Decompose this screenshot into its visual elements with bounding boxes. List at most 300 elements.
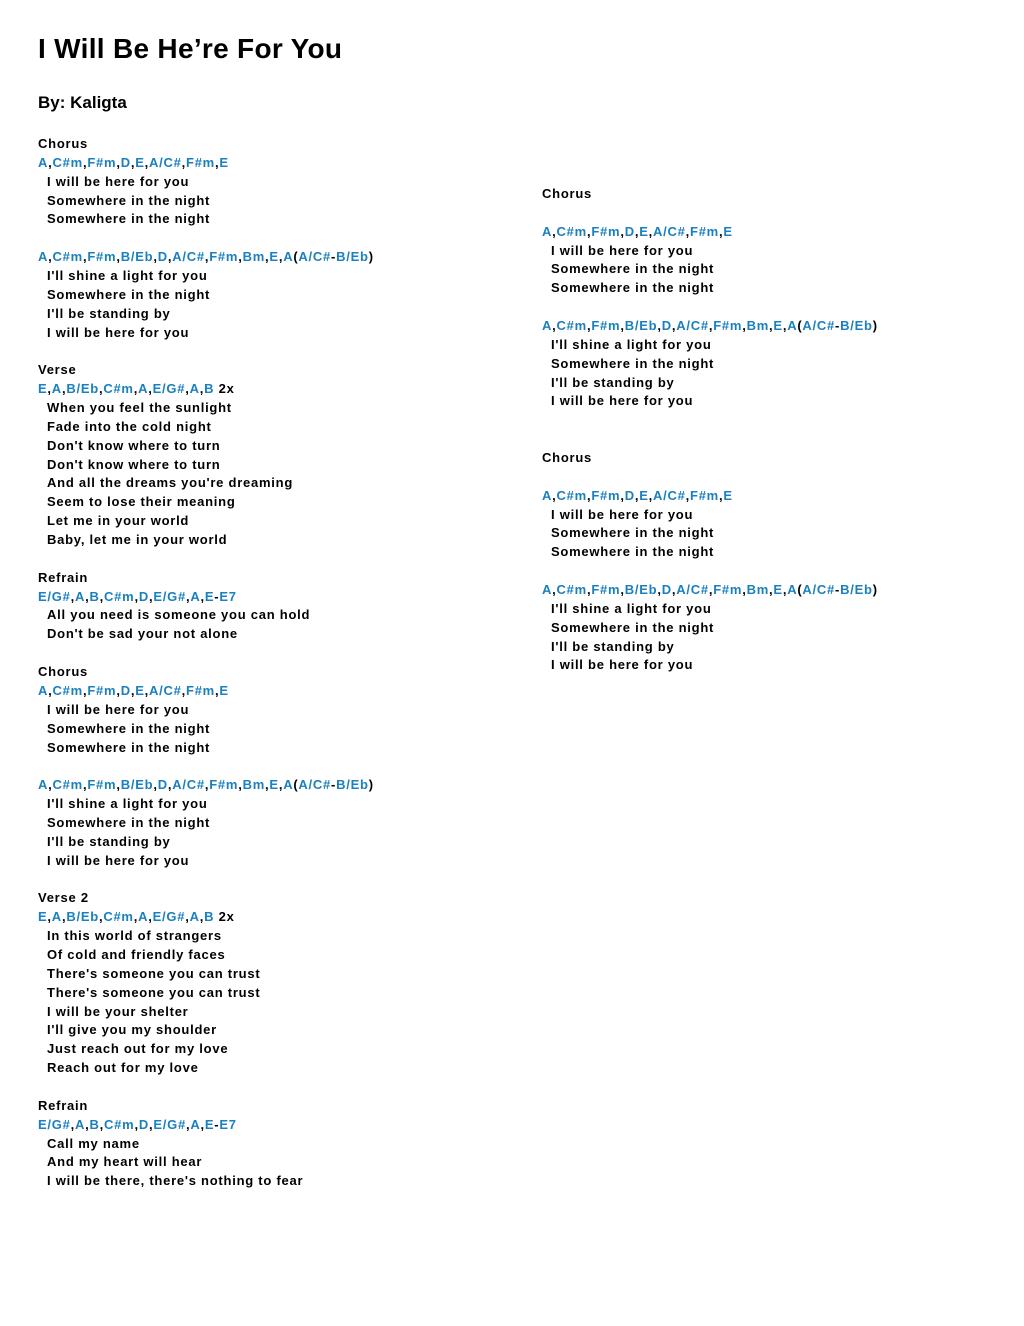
blank-line	[542, 468, 1012, 487]
chord: B/Eb	[66, 909, 99, 925]
chord: B/Eb	[120, 249, 154, 265]
chord: E	[219, 154, 229, 170]
chord-separator: -	[331, 249, 337, 265]
chord-separator: ,	[657, 318, 662, 334]
chord: B/Eb	[624, 318, 658, 334]
blank-line	[38, 550, 508, 569]
lyric-line: Somewhere in the night	[47, 814, 211, 830]
lyric-line: I'll shine a light for you	[47, 268, 208, 284]
chord-separator: ,	[620, 223, 625, 239]
chord-line	[38, 380, 508, 399]
chord-separator: ,	[199, 909, 205, 925]
chord-line	[542, 317, 1012, 336]
chord-separator: ,	[130, 154, 136, 170]
chord-separator: ,	[552, 487, 557, 503]
chord: F#m	[87, 249, 117, 265]
lyric-line: I will be here for you	[47, 324, 190, 340]
lyric-line: I will be here for you	[551, 242, 694, 258]
chord-separator: ,	[718, 223, 724, 239]
lyric-line: I will be your shelter	[47, 1003, 189, 1019]
chord-separator: ,	[185, 909, 190, 925]
chord: Bm	[242, 777, 266, 793]
lyric-line: Fade into the cold night	[47, 418, 212, 434]
chord-separator: ,	[200, 1116, 205, 1132]
chord-separator: ,	[657, 582, 662, 598]
chord: A	[283, 249, 294, 265]
chord: A/C#	[298, 777, 332, 793]
lyric-line: Somewhere in the night	[47, 720, 211, 736]
chord: A/C#	[802, 582, 836, 598]
chord: D	[661, 318, 672, 334]
chord: A	[542, 487, 553, 503]
chord: C#m	[556, 223, 587, 239]
chord: F#m	[87, 682, 117, 698]
chord-separator: ,	[586, 223, 592, 239]
chord: Bm	[746, 582, 770, 598]
chord: C#m	[103, 909, 134, 925]
chord: A/C#	[149, 682, 182, 698]
lyric-line: Somewhere in the night	[47, 211, 211, 227]
chord-separator: (	[293, 249, 299, 265]
chord: F#m	[591, 223, 621, 239]
lyric-line: I'll shine a light for you	[47, 796, 208, 812]
chord: B/Eb	[840, 582, 873, 598]
chord-separator: (	[293, 777, 299, 793]
chord-separator: ,	[685, 223, 690, 239]
chord-separator: ,	[552, 223, 557, 239]
lyric-line: I'll be standing by	[551, 374, 675, 390]
chord: A	[542, 223, 553, 239]
chord-separator: ,	[278, 777, 284, 793]
chord: F#m	[690, 223, 719, 239]
chord-separator: ,	[181, 154, 186, 170]
chord-separator: ,	[130, 682, 136, 698]
lyric-line: I will be there, there's nothing to fear	[47, 1173, 304, 1189]
lyric-line: In this world of strangers	[47, 928, 222, 944]
chord: A	[138, 381, 149, 397]
chord-separator: ,	[648, 223, 653, 239]
chord-separator: ,	[98, 909, 104, 925]
chord-line	[38, 588, 508, 607]
chord: D	[157, 249, 168, 265]
chord: A/C#	[172, 249, 205, 265]
chord: C#m	[52, 682, 83, 698]
chord: F#m	[591, 487, 621, 503]
chord-separator: ,	[148, 909, 153, 925]
chord: C#m	[556, 487, 587, 503]
chord-separator: ,	[238, 777, 243, 793]
chord: A	[51, 909, 62, 925]
chord: F#m	[713, 582, 743, 598]
chord-separator: )	[872, 318, 878, 334]
chord: D	[661, 582, 672, 598]
chord-separator: ,	[133, 381, 139, 397]
chord-separator: ,	[61, 909, 67, 925]
right-column	[542, 185, 1012, 675]
lyric-line: Don't know where to turn	[47, 437, 221, 453]
chord-separator: ,	[85, 588, 90, 604]
chord: F#m	[591, 582, 621, 598]
lyric-line: Somewhere in the night	[551, 525, 715, 541]
chord-separator: ,	[685, 487, 690, 503]
lyric-line: Somewhere in the night	[47, 192, 211, 208]
chord: A/C#	[802, 318, 836, 334]
chord-separator: ,	[214, 154, 220, 170]
chord: E	[773, 318, 783, 334]
chord-separator: ,	[48, 154, 53, 170]
section-heading: Chorus	[38, 136, 88, 151]
lyric-line: Somewhere in the night	[551, 619, 715, 635]
chord-separator: ,	[82, 777, 88, 793]
chord-separator: ,	[552, 318, 557, 334]
lyric-line: Just reach out for my love	[47, 1041, 229, 1057]
lyric-line: Don't be sad your not alone	[47, 626, 238, 642]
chord-separator: ,	[185, 1116, 191, 1132]
chord: A/C#	[653, 487, 686, 503]
chord: B/Eb	[120, 777, 154, 793]
blank-line	[38, 342, 508, 361]
chord: A	[38, 777, 49, 793]
chord: B	[204, 381, 215, 397]
lyric-line: And my heart will hear	[47, 1154, 203, 1170]
chord: D	[120, 154, 131, 170]
chord-separator: ,	[116, 682, 121, 698]
chord: D	[138, 588, 149, 604]
chord: A	[542, 318, 553, 334]
blank-line	[542, 430, 1012, 449]
chord-separator: ,	[153, 249, 158, 265]
chord-separator: ,	[204, 777, 210, 793]
chord: A	[542, 582, 553, 598]
chord: B/Eb	[336, 777, 369, 793]
chord: E	[204, 1116, 215, 1132]
lyric-line: Somewhere in the night	[551, 261, 715, 277]
chord-separator: ,	[586, 318, 592, 334]
chord: B/Eb	[840, 318, 873, 334]
chord: E	[773, 582, 783, 598]
blank-line	[542, 298, 1012, 317]
chord-line	[542, 487, 1012, 506]
lyric-line: There's someone you can trust	[47, 965, 261, 981]
chord-line	[38, 248, 508, 267]
chord: E	[204, 588, 215, 604]
chord-separator: ,	[98, 381, 104, 397]
chord: E/G#	[152, 381, 186, 397]
chord-separator: (	[797, 582, 803, 598]
lyric-line: Don't know where to turn	[47, 456, 221, 472]
chord: E7	[219, 588, 237, 604]
chord-separator: ,	[782, 318, 788, 334]
chord-separator: ,	[82, 154, 88, 170]
chord: D	[624, 223, 635, 239]
chord-separator: ,	[148, 588, 154, 604]
blank-line	[542, 562, 1012, 581]
chord-separator: 2x	[214, 909, 235, 925]
chord: E	[135, 682, 145, 698]
chord: A	[38, 682, 49, 698]
lyric-line: I will be here for you	[47, 173, 190, 189]
chord: A	[189, 909, 200, 925]
chord-separator: ,	[634, 487, 640, 503]
chord-separator: -	[214, 588, 220, 604]
chord-separator: ,	[148, 1116, 154, 1132]
chord: C#m	[104, 1116, 135, 1132]
chord: A	[190, 1116, 201, 1132]
blank-line	[38, 644, 508, 663]
chord: E	[38, 909, 48, 925]
chord: D	[120, 682, 131, 698]
chord-line	[38, 776, 508, 795]
chord-separator: )	[368, 777, 374, 793]
chord-separator: ,	[153, 777, 158, 793]
blank-line	[542, 204, 1012, 223]
chord-separator: -	[331, 777, 337, 793]
blank-line	[38, 229, 508, 248]
chord: E	[639, 487, 649, 503]
chord: F#m	[690, 487, 719, 503]
chord-separator: ,	[586, 487, 592, 503]
chord: A/C#	[298, 249, 332, 265]
section-heading: Refrain	[38, 569, 89, 585]
chord: F#m	[209, 777, 239, 793]
chord-separator: ,	[99, 1116, 105, 1132]
chord: C#m	[103, 381, 134, 397]
chord: A	[38, 154, 49, 170]
lyric-line: I will be here for you	[551, 393, 694, 409]
section-heading: Verse	[38, 362, 77, 378]
chord-separator: ,	[116, 154, 121, 170]
lyric-line: When you feel the sunlight	[47, 400, 232, 416]
chord: F#m	[87, 777, 117, 793]
chord: F#m	[87, 154, 117, 170]
lyric-line: I'll shine a light for you	[551, 336, 712, 352]
lyric-line: I'll give you my shoulder	[47, 1022, 217, 1038]
chord-separator: ,	[265, 777, 270, 793]
chord-separator: ,	[620, 487, 625, 503]
lyric-line: Call my name	[47, 1135, 140, 1151]
chord-line	[38, 154, 508, 173]
chord: A/C#	[149, 154, 182, 170]
lyric-line: All you need is someone you can hold	[47, 607, 311, 623]
chord-separator: ,	[148, 381, 153, 397]
chord: A/C#	[653, 223, 686, 239]
chord: D	[624, 487, 635, 503]
chord-separator: ,	[265, 249, 270, 265]
chord: B/Eb	[624, 582, 658, 598]
chord-line	[542, 581, 1012, 600]
chord-separator: ,	[238, 249, 243, 265]
chord: B	[89, 1116, 100, 1132]
chord-separator: ,	[48, 777, 53, 793]
chord: E	[723, 223, 733, 239]
chord: A	[38, 249, 49, 265]
lyric-line: Baby, let me in your world	[47, 532, 228, 548]
lyric-line: Let me in your world	[47, 513, 190, 529]
chord: A	[189, 381, 200, 397]
blank-line	[38, 871, 508, 890]
chord-separator: ,	[185, 588, 191, 604]
lyric-line: I'll be standing by	[47, 833, 171, 849]
section-heading: Refrain	[38, 1097, 89, 1113]
chord: A	[138, 909, 149, 925]
lyric-line: Somewhere in the night	[47, 286, 211, 302]
chord-separator: ,	[70, 1116, 75, 1132]
chord-separator: ,	[200, 588, 205, 604]
chord-separator: ,	[48, 682, 53, 698]
chord-separator: ,	[47, 909, 52, 925]
lyric-line: I will be here for you	[551, 657, 694, 673]
chord: C#m	[52, 154, 83, 170]
chord-separator: ,	[648, 487, 653, 503]
section-heading: Verse 2	[38, 890, 89, 906]
chord: C#m	[52, 777, 83, 793]
chord-separator: ,	[61, 381, 67, 397]
section-heading: Chorus	[542, 450, 592, 466]
chord-line	[38, 1116, 508, 1135]
chord-separator: -	[835, 582, 841, 598]
chord-separator: ,	[116, 777, 121, 793]
chord-separator: ,	[185, 381, 190, 397]
chord-separator: ,	[82, 249, 88, 265]
chord: E7	[219, 1116, 237, 1132]
chord: F#m	[591, 318, 621, 334]
chord: A	[283, 777, 294, 793]
chord-separator: ,	[586, 582, 592, 598]
chord: A/C#	[172, 777, 205, 793]
chord-separator: ,	[708, 318, 714, 334]
chord-separator: ,	[742, 582, 747, 598]
lyric-line: I'll shine a light for you	[551, 600, 712, 616]
lyric-line: There's someone you can trust	[47, 984, 261, 1000]
chord-separator: ,	[82, 682, 88, 698]
chord: A/C#	[676, 582, 709, 598]
chord-line	[38, 682, 508, 701]
chord-separator: ,	[204, 249, 210, 265]
chord: E/G#	[38, 588, 71, 604]
lyric-line: Somewhere in the night	[551, 355, 715, 371]
chord: C#m	[52, 249, 83, 265]
chord: E/G#	[153, 1116, 186, 1132]
chord: E	[269, 249, 279, 265]
chord-separator: ,	[133, 909, 139, 925]
lyric-line: Somewhere in the night	[551, 280, 715, 296]
chord-separator: ,	[769, 318, 774, 334]
chord: F#m	[186, 682, 215, 698]
chord: C#m	[556, 582, 587, 598]
chord-separator: ,	[144, 682, 149, 698]
chord-separator: ,	[48, 249, 53, 265]
chord: A	[75, 588, 86, 604]
song-title: I Will Be He’re For You	[38, 33, 343, 64]
lyric-line: I will be here for you	[47, 701, 190, 717]
left-column	[38, 135, 508, 1191]
lyric-line: Seem to lose their meaning	[47, 494, 236, 510]
chord: B/Eb	[66, 381, 99, 397]
chord-separator: (	[797, 318, 803, 334]
chord-separator: ,	[769, 582, 774, 598]
chord: B/Eb	[336, 249, 369, 265]
chord-separator: ,	[708, 582, 714, 598]
chord: A	[190, 588, 201, 604]
lyric-line: Of cold and friendly faces	[47, 946, 226, 962]
chord-separator: ,	[742, 318, 747, 334]
chord-separator: ,	[199, 381, 205, 397]
lyric-line: Reach out for my love	[47, 1060, 199, 1076]
chord: A	[787, 318, 798, 334]
chord-separator: ,	[671, 582, 677, 598]
blank-line	[38, 757, 508, 776]
chord-separator: ,	[85, 1116, 90, 1132]
chord-separator: ,	[620, 318, 625, 334]
chord: Bm	[746, 318, 770, 334]
lyric-line: Somewhere in the night	[551, 544, 715, 560]
chord-separator: ,	[144, 154, 149, 170]
chord: B	[89, 588, 100, 604]
chord-separator: ,	[181, 682, 186, 698]
chord: D	[138, 1116, 149, 1132]
lyric-line: And all the dreams you're dreaming	[47, 475, 294, 491]
chord-line	[38, 908, 508, 927]
chord-separator: ,	[671, 318, 677, 334]
song-author: By: Kaligta	[38, 93, 127, 112]
chord: C#m	[556, 318, 587, 334]
chord-separator: ,	[278, 249, 284, 265]
chord-separator: )	[368, 249, 374, 265]
chord-separator: ,	[634, 223, 640, 239]
chord-separator: ,	[134, 1116, 139, 1132]
chord-separator: ,	[214, 682, 220, 698]
chord: E/G#	[38, 1116, 71, 1132]
chord: D	[157, 777, 168, 793]
lyric-line: Somewhere in the night	[47, 739, 211, 755]
chord: E	[639, 223, 649, 239]
chord-separator: ,	[167, 249, 173, 265]
chord: E/G#	[153, 588, 186, 604]
chord: C#m	[104, 588, 135, 604]
chord: E	[269, 777, 279, 793]
chord-separator: ,	[167, 777, 173, 793]
chord: F#m	[186, 154, 215, 170]
lyric-line: I'll be standing by	[47, 305, 171, 321]
chord-separator: ,	[782, 582, 788, 598]
chord: F#m	[209, 249, 239, 265]
chord: B	[204, 909, 215, 925]
chord: E	[723, 487, 733, 503]
chord-separator: 2x	[214, 381, 235, 397]
chord: E	[135, 154, 145, 170]
chord: Bm	[242, 249, 266, 265]
chord-separator: ,	[718, 487, 724, 503]
chord-separator: ,	[620, 582, 625, 598]
lyric-line: I'll be standing by	[551, 638, 675, 654]
chord-separator: ,	[47, 381, 52, 397]
blank-line	[38, 1078, 508, 1097]
chord-separator: ,	[70, 588, 75, 604]
section-heading: Chorus	[542, 186, 592, 201]
chord: F#m	[713, 318, 743, 334]
section-heading: Chorus	[38, 664, 88, 680]
chord-separator: ,	[552, 582, 557, 598]
blank-line	[542, 411, 1012, 430]
lyric-line: I will be here for you	[47, 852, 190, 868]
chord: A	[787, 582, 798, 598]
chord-separator: -	[835, 318, 841, 334]
chord-line	[542, 223, 1012, 242]
chord: A	[51, 381, 62, 397]
chord: E	[219, 682, 229, 698]
chord-separator: ,	[99, 588, 105, 604]
chord: E/G#	[152, 909, 186, 925]
